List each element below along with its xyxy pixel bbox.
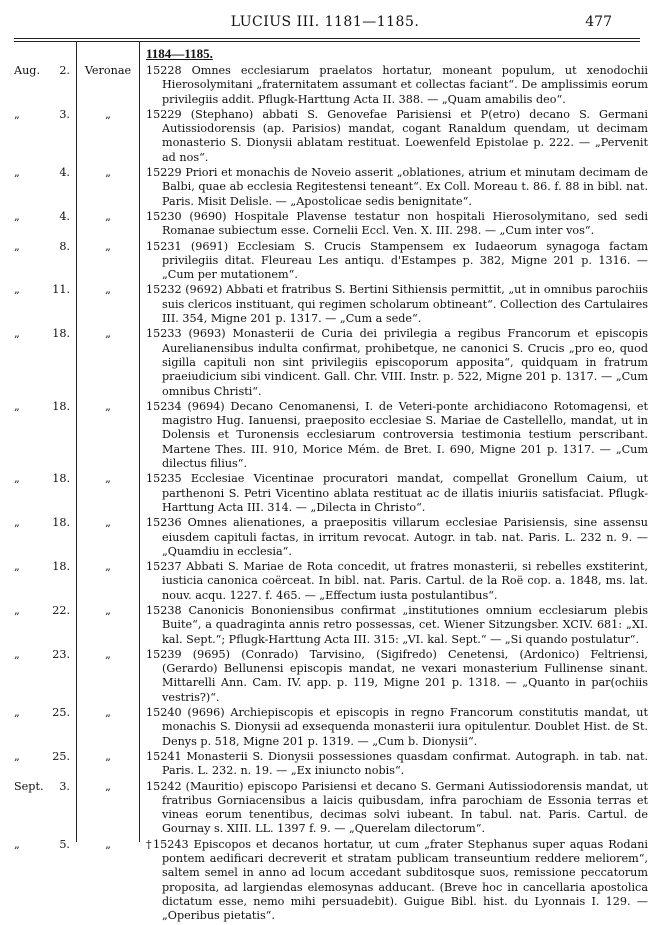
entry-text: 15241 Monasterii S. Dionysii possessiones quasdam confirmat. Autograph. in tab. nat. Paris. L. 232. n. 19. — „Ex iniuncto nobis“. [146,749,648,778]
entry-text: 15240 (9696) Archiepiscopis et episcopis in regno Francorum constitutis mandat, ut monachis S. Dionysii ad exsequenda monasterii iura opitulentur. Doublet Hist. de St. Denys p. 518, Migne 201 p. 1319. — „Cum b. Dionysii“. [146,706,648,748]
entry-15230 [0,210,650,239]
entry-day: 18. [52,327,70,341]
entry-day: 4. [59,166,70,180]
entry-month: „ [14,706,20,720]
entry-15229b [0,166,650,209]
entry-day: 22. [52,603,70,617]
entry-date [14,327,72,341]
entry-text: †15243 Episcopos et decanos hortatur, ut cum „frater Stephanus super aquas Rodani pontem aedificari decreverit et stratam publicam transeuntium reddere meliorem“, saltem semel in anno ad locum accedant subditosque suos, remissione peccatorum proposita, ad largiendas elemosynas adducant. (Breve hoc in cancellaria apostolica dictatum esse, nemo mihi persuadebit). Guigue Bibl. hist. du Lyonnais I. 129. — „Operibus pietatis“. [146,837,648,923]
entry-day: 4. [59,209,70,223]
page-number: 477 [585,14,612,30]
entry-15236 [0,516,650,559]
entry-text: 15229 Priori et monachis de Noveio asserit „oblationes, atrium et minutam decimam de Balbi, quae ab ecclesia Regitestensi teneant“. Ex Coll. Moreau t. 86. f. 88 in bibl. nat. Paris. Misit Delisle. — „Apostolicae sedis benignitate“. [146,166,648,208]
entry-day: 18. [52,472,70,486]
entry-day: 18. [52,516,70,530]
entry-month: „ [14,837,20,851]
entry-place: „ [105,837,111,851]
entry-date [14,108,72,122]
entry-day: 18. [52,399,70,413]
entry-date [14,400,72,414]
entry-15237 [0,560,650,603]
entry-date [14,750,72,764]
entry-day: 3. [59,779,70,793]
entry-month: „ [14,239,20,253]
entry-day: 25. [52,749,70,763]
entry-date [14,648,72,662]
entry-day: 11. [52,283,70,297]
entry-text: 15242 (Mauritio) episcopo Parisiensi et decano S. Germani Autissiodorensis mandat, ut fratribus Gorniacensibus a laicis quibusdam, infra parochiam de Essonia terras et vineas eorum tenentibus, decimas solvi iubeant. In tabul. nat. Paris. Cartul. de Gournay s. XIII. LL. 1397 f. 9. — „Querelam dilectorum“. [146,779,648,836]
entry-month: „ [14,107,20,121]
entry-text: 15235 Ecclesiae Vicentinae procuratori mandat, compellat Gronellum Caium, ut parthenoni S. Petri Vicentino ablata restituat ac de illatis iniuriis satisfaciat. Pflugk-Harttung Acta III. 314. — „Dilecta in Christo“. [146,472,648,514]
entry-day: 23. [52,647,70,661]
entry-place: „ [105,283,111,297]
entry-month: „ [14,560,20,574]
entry-text: 15228 Omnes ecclesiarum praelatos hortatur, moneant populum, ut xenodochii Hierosolymitani „fraternitatem assumant et collectas faciant“. De amplissimis eorum privilegiis addit. Pflugk-Harttung Acta II. 388. — „Quam amabilis deo“. [146,64,648,106]
entry-15238 [0,604,650,647]
entry-month: „ [14,283,20,297]
header-rule-double [14,41,640,42]
section-heading: 1184—1185. [146,46,213,61]
entry-month: „ [14,516,20,530]
entry-date [14,64,72,78]
entry-day: 18. [52,560,70,574]
entry-place: „ [105,749,111,763]
entry-place: „ [105,166,111,180]
entry-text: 15238 Canonicis Bononiensibus confirmat „institutiones omnium ecclesiarum plebis Buite“, a quadraginta annis retro possessas, cet. Wiener Sitzungsber. XCIV. 681: „XI. kal. Sept.“; Pflugk-Harttung Acta III. 315: „VI. kal. Sept.“ — „Si quando postulatur“. [146,603,648,646]
entry-place: Veronae [84,64,132,77]
entry-place: „ [105,603,111,617]
entry-month: „ [14,399,20,413]
entry-15240 [0,706,650,749]
running-title: LUCIUS III. 1181—1185. [230,14,420,30]
entry-date [14,838,72,852]
entry-day: 3. [59,107,70,121]
entry-month: Sept. [14,779,44,793]
entry-text: 15231 (9691) Ecclesiam S. Crucis Stampensem ex Iudaeorum synagoga factam privilegiis ditat. Fleureau Les antiqu. d'Estampes p. 382, Migne 201 p. 1316. — „Cum per mutationem“. [146,239,648,282]
entry-date [14,604,72,618]
entry-15228 [0,64,650,107]
entry-date [14,210,72,224]
entry-place: „ [105,560,111,574]
entry-date [14,166,72,180]
entry-15243 [0,838,650,924]
entry-15242 [0,780,650,837]
header-rule [14,38,640,39]
entry-text: 15233 (9693) Monasterii de Curia dei privilegia a regibus Francorum et episcopis Aurelianensibus indulta confirmat, prohibetque, ne canonici S. Crucis „pro eo, quod sigilla capituli non sint privilegiis episcoporum apposita“, quidquam in fratrum praeiudicium sibi vindicent. Gall. Chr. VIII. Instr. p. 522, Migne 201 p. 1317. — „Cum omnibus Christi“. [146,327,648,398]
entry-date [14,560,72,574]
entry-15229a [0,108,650,165]
entry-text: 15230 (9690) Hospitale Plavense testatur non hospitali Hierosolymitano, sed sedi Romanae subiectum esse. Cornelii Eccl. Ven. X. III. 298. — „Cum inter vos“. [146,209,648,238]
entry-text: 15236 Omnes alienationes, a praepositis villarum ecclesiae Parisiensis, sine assensu eiusdem capituli factas, in irritum revocat. Autogr. in tab. nat. Paris. L. 232 n. 9. — „Quamdiu in ecclesia“. [146,516,648,558]
entry-month: „ [14,749,20,763]
entry-month: „ [14,603,20,617]
entry-15231 [0,240,650,283]
entry-month: Aug. [14,64,41,77]
entry-place: „ [105,779,111,793]
entry-month: „ [14,166,20,180]
entry-month: „ [14,647,20,661]
entry-15232 [0,283,650,326]
entry-place: „ [105,647,111,661]
entry-text: 15232 (9692) Abbati et fratribus S. Bertini Sithiensis permittit, „ut in omnibus parochiis suis clericos instituant, qui regimen scholarum obtineant“. Collection des Cartulaires III. 354, Migne 201 p. 1317. — „Cum a sede“. [146,283,648,326]
entry-place: „ [105,706,111,720]
entry-place: „ [105,107,111,121]
entry-place: „ [105,209,111,223]
page-header [0,10,650,38]
entry-text: 15239 (9695) (Conrado) Tarvisino, (Sigifredo) Cenetensi, (Ardonico) Feltriensi, (Gerardo) Bellunensi episcopis mandat, ne vexari monasterium Fullinense sinant. Mittarelli Ann. Cam. IV. app. p. 119, Migne 201 p. 1318. — „Quanto in par(ochiis vestris?)“. [146,647,648,704]
entry-place: „ [105,516,111,530]
entry-15239 [0,648,650,705]
entry-day: 5. [59,837,70,851]
entry-text: 15229 (Stephano) abbati S. Genovefae Parisiensi et P(etro) decano S. Germani Autissiodorensis (ap. Parisios) mandat, cogant Ranaldum quendam, ut decimam monasterio S. Dionysii ablatam restituat. Loewenfeld Epistolae p. 222. — „Pervenit ad nos“. [146,107,648,164]
register-entries [0,64,650,925]
entry-month: „ [14,327,20,341]
entry-day: 25. [52,706,70,720]
entry-date [14,240,72,254]
entry-15241 [0,750,650,779]
entry-place: „ [105,239,111,253]
entry-date [14,516,72,530]
entry-15234 [0,400,650,471]
entry-date [14,283,72,297]
entry-date [14,472,72,486]
entry-month: „ [14,209,20,223]
entry-place: „ [105,472,111,486]
entry-date [14,706,72,720]
entry-month: „ [14,472,20,486]
entry-15235 [0,472,650,515]
entry-date [14,780,72,794]
entry-15233 [0,327,650,398]
entry-text: 15234 (9694) Decano Cenomanensi, I. de Veteri-ponte archidiacono Rotomagensi, et magistro Hug. Ianuensi, praeposito ecclesiae S. Mariae de Castellello, mandat, ut in Dolensis et Turonensis ecclesiarum controversia testimonia testium perscribant. Martene Thes. III. 910, Morice Mém. de Bret. I. 690, Migne 201 p. 1317. — „Cum dilectus filius“. [146,399,648,471]
entry-place: „ [105,327,111,341]
entry-place: „ [105,399,111,413]
entry-day: 8. [59,239,70,253]
entry-text: 15237 Abbati S. Mariae de Rota concedit, ut fratres monasterii, si rebelles exstiterint, iusticia canonica coërceat. In bibl. nat. Paris. Cartul. de la Roë cop. a. 1848, ms. lat. nouv. acqu. 1227. f. 465. — „Effectum iusta postulantibus“. [146,560,648,602]
entry-day: 2. [59,64,70,77]
